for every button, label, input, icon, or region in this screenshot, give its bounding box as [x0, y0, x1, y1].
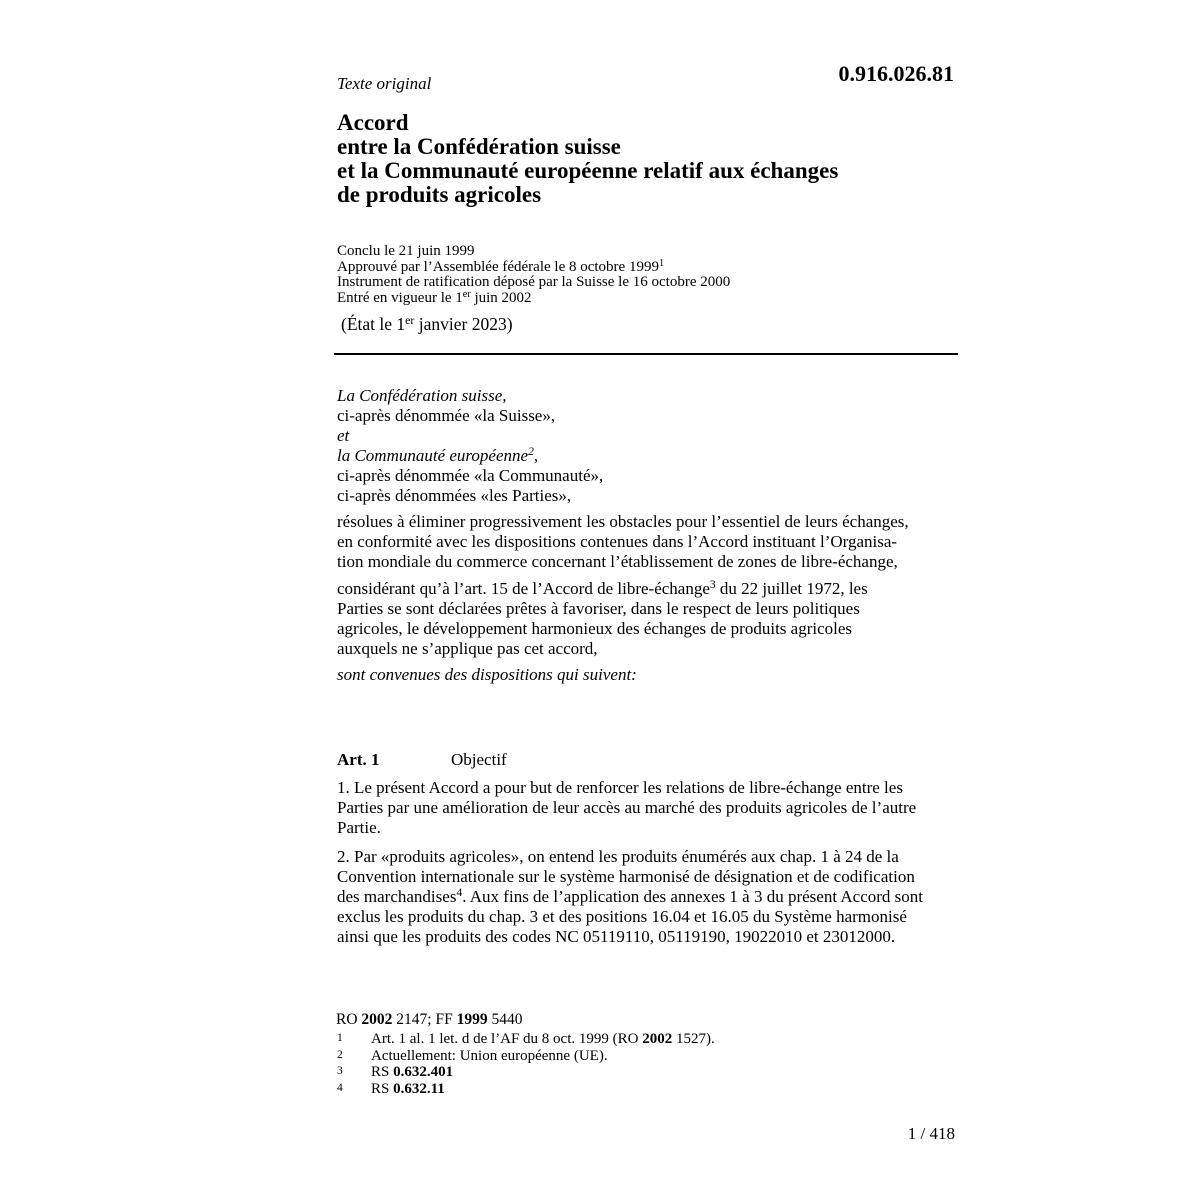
footnote: 1 Art. 1 al. 1 let. d de l’AF du 8 oct. 1999 (RO 2002 1527).: [337, 1031, 715, 1047]
recital-1: résolues à éliminer progressivement les obstacles pour l’essentiel de leurs échanges, en conformité avec les dispositions contenues dans l’Accord instituant l’Organisa- tion mondiale du commerce concernant l’établissement de zones de libre-échange,: [337, 512, 909, 571]
source-reference: RO 2002 2147; FF 1999 5440: [336, 1011, 523, 1028]
footnote: 2 Actuellement: Union européenne (UE).: [337, 1047, 608, 1064]
party-alias: ci-après dénommée «la Communauté»,: [337, 466, 604, 485]
entry-into-force-date: Entré en vigueur le 1er juin 2002: [337, 288, 532, 306]
document-metadata: [337, 244, 730, 306]
footnote-number: 4: [337, 1081, 343, 1094]
footnote-ref[interactable]: 3: [709, 578, 716, 592]
preamble-closing: sont convenues des dispositions qui suivent:: [337, 665, 637, 684]
document-title: [337, 111, 838, 207]
title-line: et la Communauté européenne relatif aux échanges: [337, 158, 839, 183]
preamble-parties: [337, 386, 957, 506]
footnote: 4 RS 0.632.11: [337, 1080, 445, 1097]
article-1-paragraph-1: 1. Le présent Accord a pour but de renforcer les relations de libre-échange entre les Parties par une amélioration de leur accès au marché des produits agricoles de l’autre Partie.: [337, 778, 917, 837]
party-name: La Confédération suisse,: [337, 386, 507, 405]
header-divider: [334, 353, 958, 355]
footnote-ref[interactable]: 4: [456, 886, 463, 900]
article-title: Objectif: [451, 750, 507, 769]
concluded-date: Conclu le 21 juin 1999: [337, 243, 475, 259]
article-number: Art. 1: [337, 750, 380, 769]
title-line: de produits agricoles: [337, 182, 542, 207]
parties-alias: ci-après dénommées «les Parties»,: [337, 486, 572, 505]
title-line: Accord: [337, 110, 409, 135]
ratification-date: Instrument de ratification déposé par la Suisse le 16 octobre 2000: [337, 274, 731, 290]
page-number: 1 / 418: [907, 1124, 955, 1143]
title-line: entre la Confédération suisse: [337, 134, 621, 159]
document-type-label: Texte original: [337, 74, 432, 93]
footnote-number: 2: [337, 1048, 343, 1061]
party-name: la Communauté européenne$^2$,: [337, 445, 539, 465]
footnote-number: 3: [337, 1065, 343, 1077]
footnote-number: 1: [337, 1032, 343, 1044]
sr-number: 0.916.026.81: [838, 61, 954, 86]
party-alias: ci-après dénommée «la Suisse»,: [337, 406, 556, 425]
footnote-ref[interactable]: 2: [528, 445, 534, 459]
footnote: 3 RS 0.632.401: [337, 1064, 454, 1080]
article-1-paragraph-2: 2. Par «produits agricoles», on entend les produits énumérés aux chap. 1 à 24 de la Convention internationale sur le système harmonisé de désignation et de codification des marchandises$^4$. Aux fins de l’application des annexes 1 à 3 du présent Accord sont exclus les produits du chap. 3 et des positions 16.04 et 16.05 du Système harmonisé ainsi que les produits des codes NC 05119110, 05119190, 19022010 et 23012000.: [337, 847, 923, 946]
status-date: (État le 1er janvier 2023): [341, 313, 513, 334]
conjunction: et: [337, 426, 350, 445]
approval-date: Approuvé par l’Assemblée fédérale le 8 octobre 1999$^1$: [337, 257, 665, 275]
recital-2: considérant qu’à l’art. 15 de l’Accord de libre-échange$^3$ du 22 juillet 1972, les Parties se sont déclarées prêtes à favoriser, dans le respect de leurs politiques agricoles, le développement harmonieux des échanges de produits agricoles auxquels ne s’applique pas cet accord,: [337, 578, 868, 658]
footnotes: [337, 1031, 715, 1097]
footnote-ref[interactable]: 1: [658, 257, 665, 269]
